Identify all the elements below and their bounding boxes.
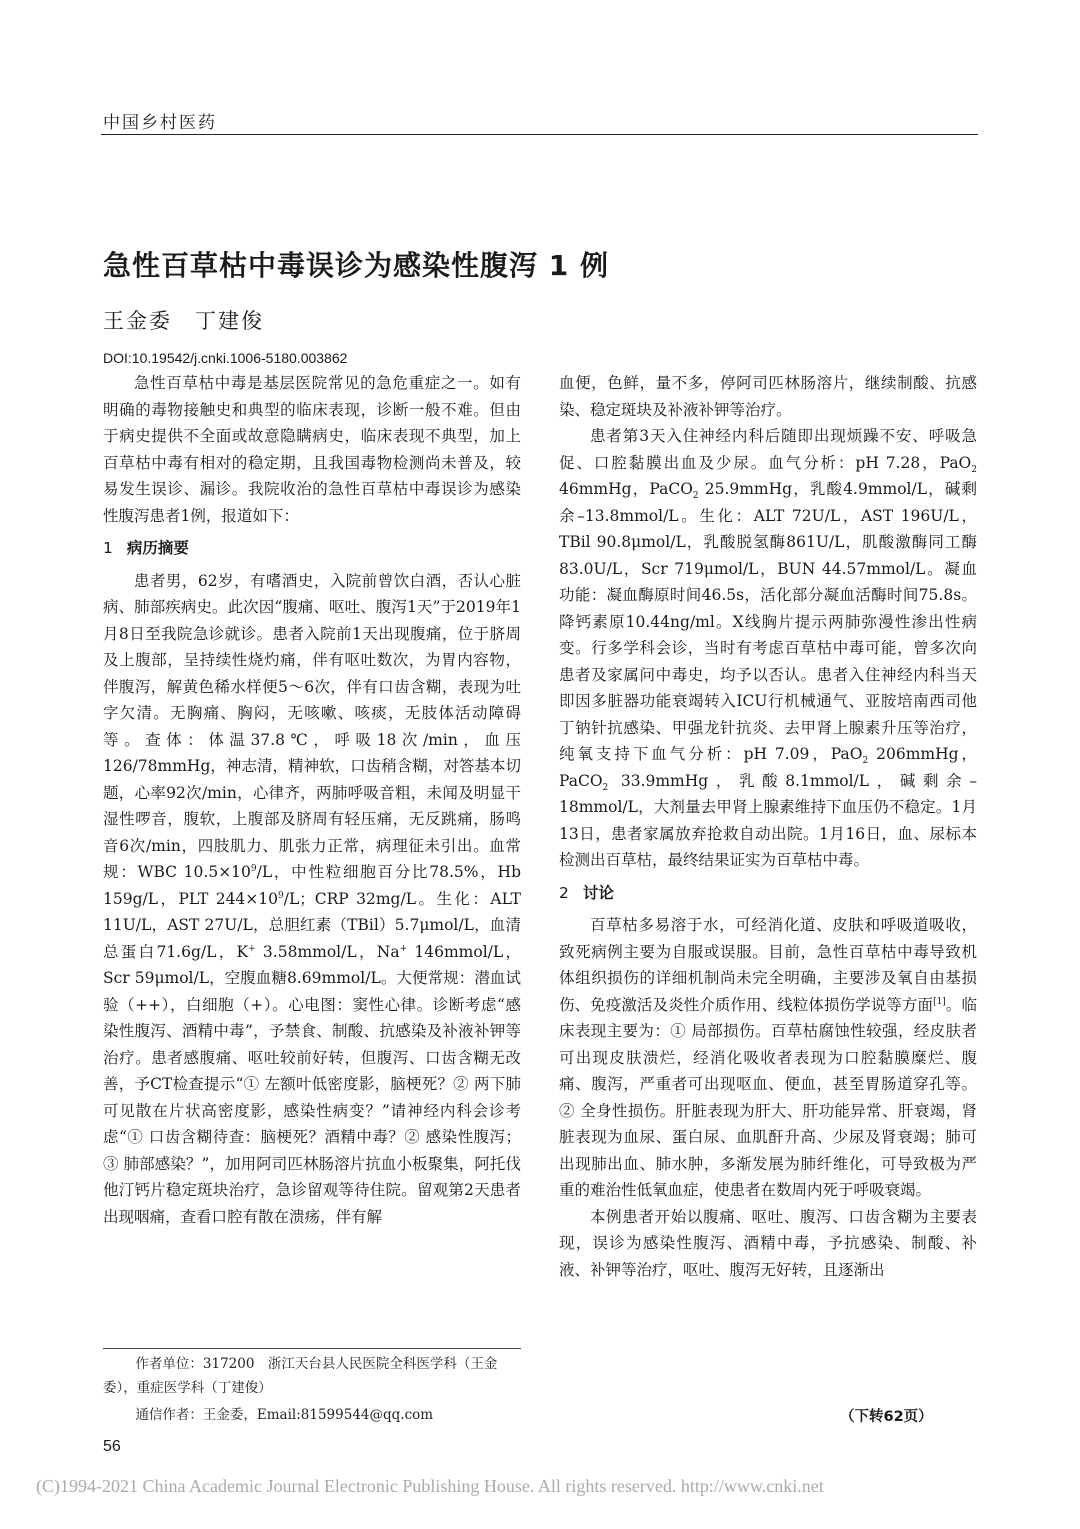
continued-note: （下转62页） [840,1409,933,1425]
case-paragraph: 患者男，62岁，有嗜酒史，入院前曾饮白酒，否认心脏病、肺部疾病史。此次因“腹痛、呕吐、腹泻1天”于2019年1月8日至我院急诊就诊。患者入院前1天出现腹痛，位于脐周及上腹部，呈持续性烧灼痛，伴有呕吐数次，为胃内容物，伴腹泻，解黄色稀水样便5～6次，伴有口齿含糊，表现为吐字欠清。无胸痛、胸闷，无咳嗽、咳痰，无肢体活动障碍等。查体：体温37.8℃，呼吸18次/min，血压126/78mmHg，神志清，精神软，口齿稍含糊，对答基本切题，心率92次/min，心律齐，两肺呼吸音粗，未闻及明显干湿性啰音，腹软，上腹部及脐周有轻压痛，无反跳痛，肠鸣音6次/min，四肢肌力、肌张力正常，病理征未引出。血常规：WBC $10.5\times 10^9/L$，中性粒细胞百分比78.5%，Hb 159g/L，PLT $244\times 10^9/L$；CRP 32mg/L。生化：ALT 11U/L，AST 27U/L，总胆红素（TBil）5.7μmol/L，血清总蛋白71.6g/L，K+ 3.58mmol/L，Na+ 146mmol/L，Scr 59μmol/L，空腹血糖8.69mmol/L。大便常规：潜血试验（++），白细胞（+）。心电图：窦性心律。诊断考虑“感染性腹泻、酒精中毒”，予禁食、制酸、抗感染及补液补钾等治疗。患者感腹痛、呕吐较前好转，但腹泻、口齿含糊无改善，予CT检查提示“① 左额叶低密度影，脑梗死？② 两下肺可见散在片状高密度影，感染性病变？”请神经内科会诊考虑“① 口齿含糊待查：脑梗死？酒精中毒？② 感染性腹泻；③ 肺部感染？”，加用阿司匹林肠溶片抗血小板聚集，阿托伐他汀钙片稳定斑块治疗，急诊留观等待住院。留观第2天患者出现咽痛，查看口腔有散在溃疡，伴有解 [103,571,521,1226]
left-column [103,370,521,1230]
citation-ref[interactable]: [1] [933,996,946,1007]
article-authors: 王金委 丁建俊 [103,309,264,333]
section-heading-1 [103,535,521,562]
section-title: 讨论 [582,883,614,902]
article-title: 急性百草枯中毒误诊为感染性腹泻 1 例 [103,249,609,282]
discussion-paragraph: 百草枯多易溶于水，可经消化道、皮肤和呼吸道吸收，致死病例主要为自服或误服。目前，急性百草枯中毒导致机体组织损伤的详细机制尚未完全明确，主要涉及氧自由基损伤、免疫激活及炎性介质作用、线粒体损伤学说等方面[1]。临床表现主要为：① 局部损伤。百草枯腐蚀性较强，经皮肤者可出现皮肤溃烂，经消化吸收者表现为口腔黏膜糜烂、腹痛、腹泻，严重者可出现呕血、便血，甚至胃肠道穿孔等。② 全身性损伤。肝脏表现为肝大、肝功能异常、肝衰竭，肾脏表现为血尿、蛋白尿、血肌酐升高、少尿及肾衰竭；肺可出现肺出血、肺水肿，多渐发展为肺纤维化，可导致极为严重的难治性低氧血症，使患者在数周内死于呼吸衰竭。 [559,916,977,1199]
journal-name: 中国乡村医药 [103,113,217,133]
right-column [559,370,977,1283]
section-number: 2 [559,883,569,902]
page-number: 56 [103,1438,121,1455]
section-title: 病历摘要 [126,539,189,557]
section-number: 1 [103,539,113,557]
discussion-paragraph-2: 本例患者开始以腹痛、呕吐、腹泻、口齿含糊为主要表现，误诊为感染性腹泻、酒精中毒，予抗感染、制酸、补液、补钾等治疗，呕吐、腹泻无好转，且逐渐出 [559,1207,977,1279]
section-heading-2 [559,880,977,907]
header-divider [101,134,978,135]
copyright-watermark: (C)1994-2021 China Academic Journal Electronic Publishing House. All rights reserved. http://www.cnki.net [36,1476,824,1496]
case-continuation: 血便，色鲜，量不多，停阿司匹林肠溶片，继续制酸、抗感染、稳定斑块及补液补钾等治疗。 [559,374,977,419]
day3-paragraph: 患者第3天入住神经内科后随即出现烦躁不安、呼吸急促、口腔黏膜出血及少尿。血气分析：pH 7.28，PaO$_2$ 46mmHg，PaCO$_2$ 25.9mmHg，乳酸4.9mmol/L，碱剩余–13.8mmol/L。生化：ALT 72U/L，AST 196U/L，TBil 90.8μmol/L，乳酸脱氢酶861U/L，肌酸激酶同工酶83.0U/L，Scr 719μmol/L，BUN 44.57mmol/L。凝血功能：凝血酶原时间46.5s，活化部分凝血活酶时间75.8s。降钙素原10.44ng/ml。X线胸片提示两肺弥漫性渗出性病变。行多学科会诊，当时有考虑百草枯中毒可能，曾多次向患者及家属问中毒史，均予以否认。患者入住神经内科当天即因多脏器功能衰竭转入ICU行机械通气、亚胺培南西司他丁钠针抗感染、甲强龙针抗炎、去甲肾上腺素升压等治疗，纯氧支持下血气分析：pH 7.09，PaO$_2$ 206mmHg，PaCO$_2$ 33.9mmHg，乳酸8.1mmol/L，碱剩余–18mmol/L，大剂量去甲肾上腺素维持下血压仍不稳定。1月13日，患者家属放弃抢救自动出院。1月16日，血、尿标本检测出百草枯，最终结果证实为百草枯中毒。 [559,427,977,869]
corresponding-author: 通信作者：王金委，Email:81599544@qq.com [135,1407,434,1423]
footnote-divider [103,1348,521,1349]
article-doi[interactable]: DOI:10.19542/j.cnki.1006-5180.003862 [103,350,348,366]
author-affiliation: 作者单位：317200 浙江天台县人民医院全科医学科（王金委），重症医学科（丁建俊） [103,1356,498,1396]
intro-paragraph: 急性百草枯中毒是基层医院常见的急危重症之一。如有明确的毒物接触史和典型的临床表现，诊断一般不难。但由于病史提供不全面或故意隐瞒病史，临床表现不典型，加上百草枯中毒有相对的稳定期，且我国毒物检测尚未普及，较易发生误诊、漏诊。我院收治的急性百草枯中毒误诊为感染性腹泻患者1例，报道如下： [103,374,521,525]
